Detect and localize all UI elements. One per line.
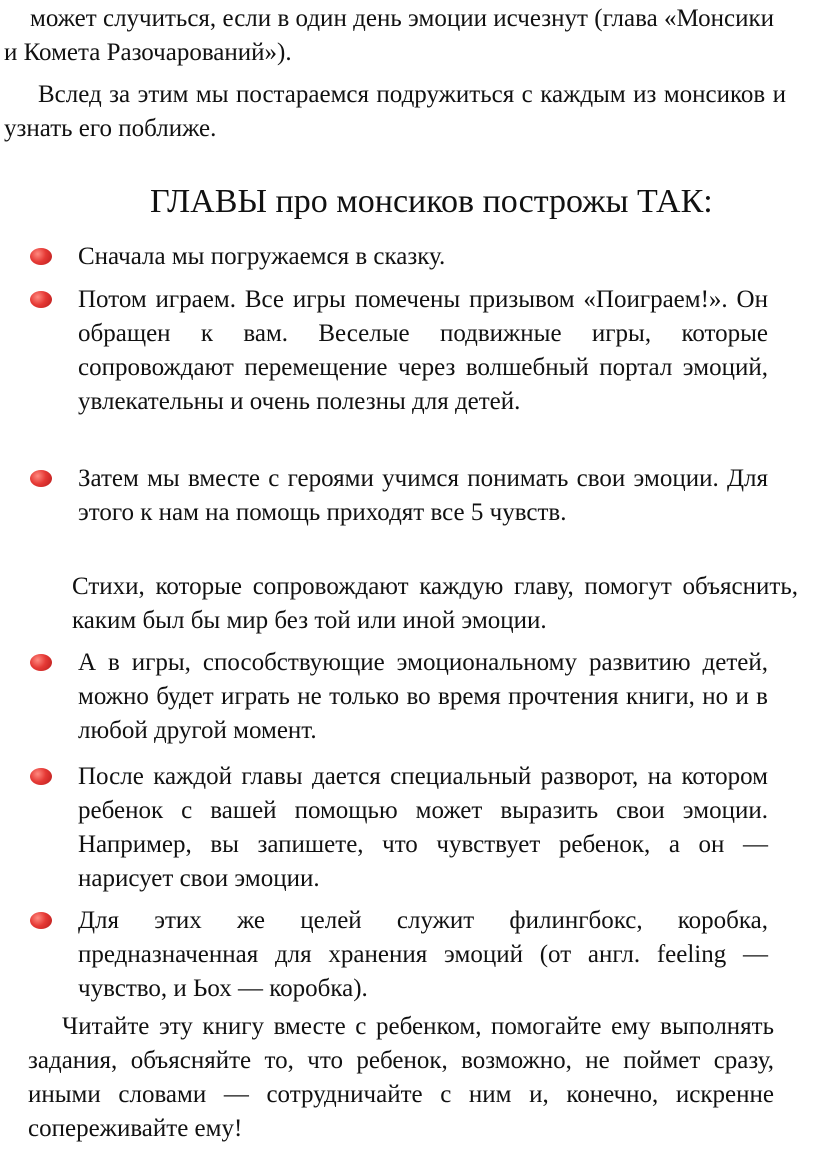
red-bullet-icon: [30, 768, 52, 785]
final-paragraph: Читайте эту книгу вместе с ребенком, помогайте ему выполнять задания, объясняйте то, что ребенок, возможно, не поймет сразу, иными словами — сотрудничайте с ним и, конечно, искренне сопереживайте ему!: [28, 1013, 774, 1142]
section-heading: ГЛАВЫ про монсиков построжы ТАК:: [150, 183, 713, 220]
red-bullet-icon: [30, 654, 52, 671]
bullet-text: Для этих же целей служит филингбокс, коробка, предназначенная для хранения эмоций (от англ. feeling — чувство, и Ьох — коробка).: [78, 907, 768, 1002]
red-bullet-icon: [30, 248, 52, 265]
red-bullet-icon: [30, 912, 52, 929]
bullet-text: После каждой главы дается специальный разворот, на котором ребенок с вашей помощью может выразить свои эмоции. Например, вы запишете, что чувствует ребенок, а он — нарисует свои эмоции.: [78, 763, 768, 892]
bullet-text: А в игры, способствующие эмоциональному развитию детей, можно будет играть не только во время прочтения книги, но и в любой другой момент.: [78, 649, 768, 744]
bullet-text: Затем мы вместе с героями учимся понимать свои эмоции. Для этого к нам на помощь приходят все 5 чувств.: [78, 465, 768, 526]
bullet-text: Потом играем. Все игры помечены призывом «Поиграем!». Он обращен к вам. Веселые подвижные игры, которые сопровождают перемещение через волшебный портал эмоций, увлекательны и очень полезны для детей.: [78, 286, 768, 415]
poems-paragraph: Стихи, которые сопровождают каждую главу, помогут объяснить, каким был бы мир без той или иной эмоции.: [72, 573, 798, 634]
intro-paragraph-1: может случиться, если в один день эмоции исчезнут (глава «Монсики и Комета Разочарований»).: [4, 5, 774, 66]
bullet-text: Сначала мы погружаемся в сказку.: [78, 243, 446, 270]
red-bullet-icon: [30, 470, 52, 487]
red-bullet-icon: [30, 291, 52, 308]
intro-paragraph-2: Вслед за этим мы постараемся подружиться с каждым из монсиков и узнать его поближе.: [4, 81, 786, 142]
